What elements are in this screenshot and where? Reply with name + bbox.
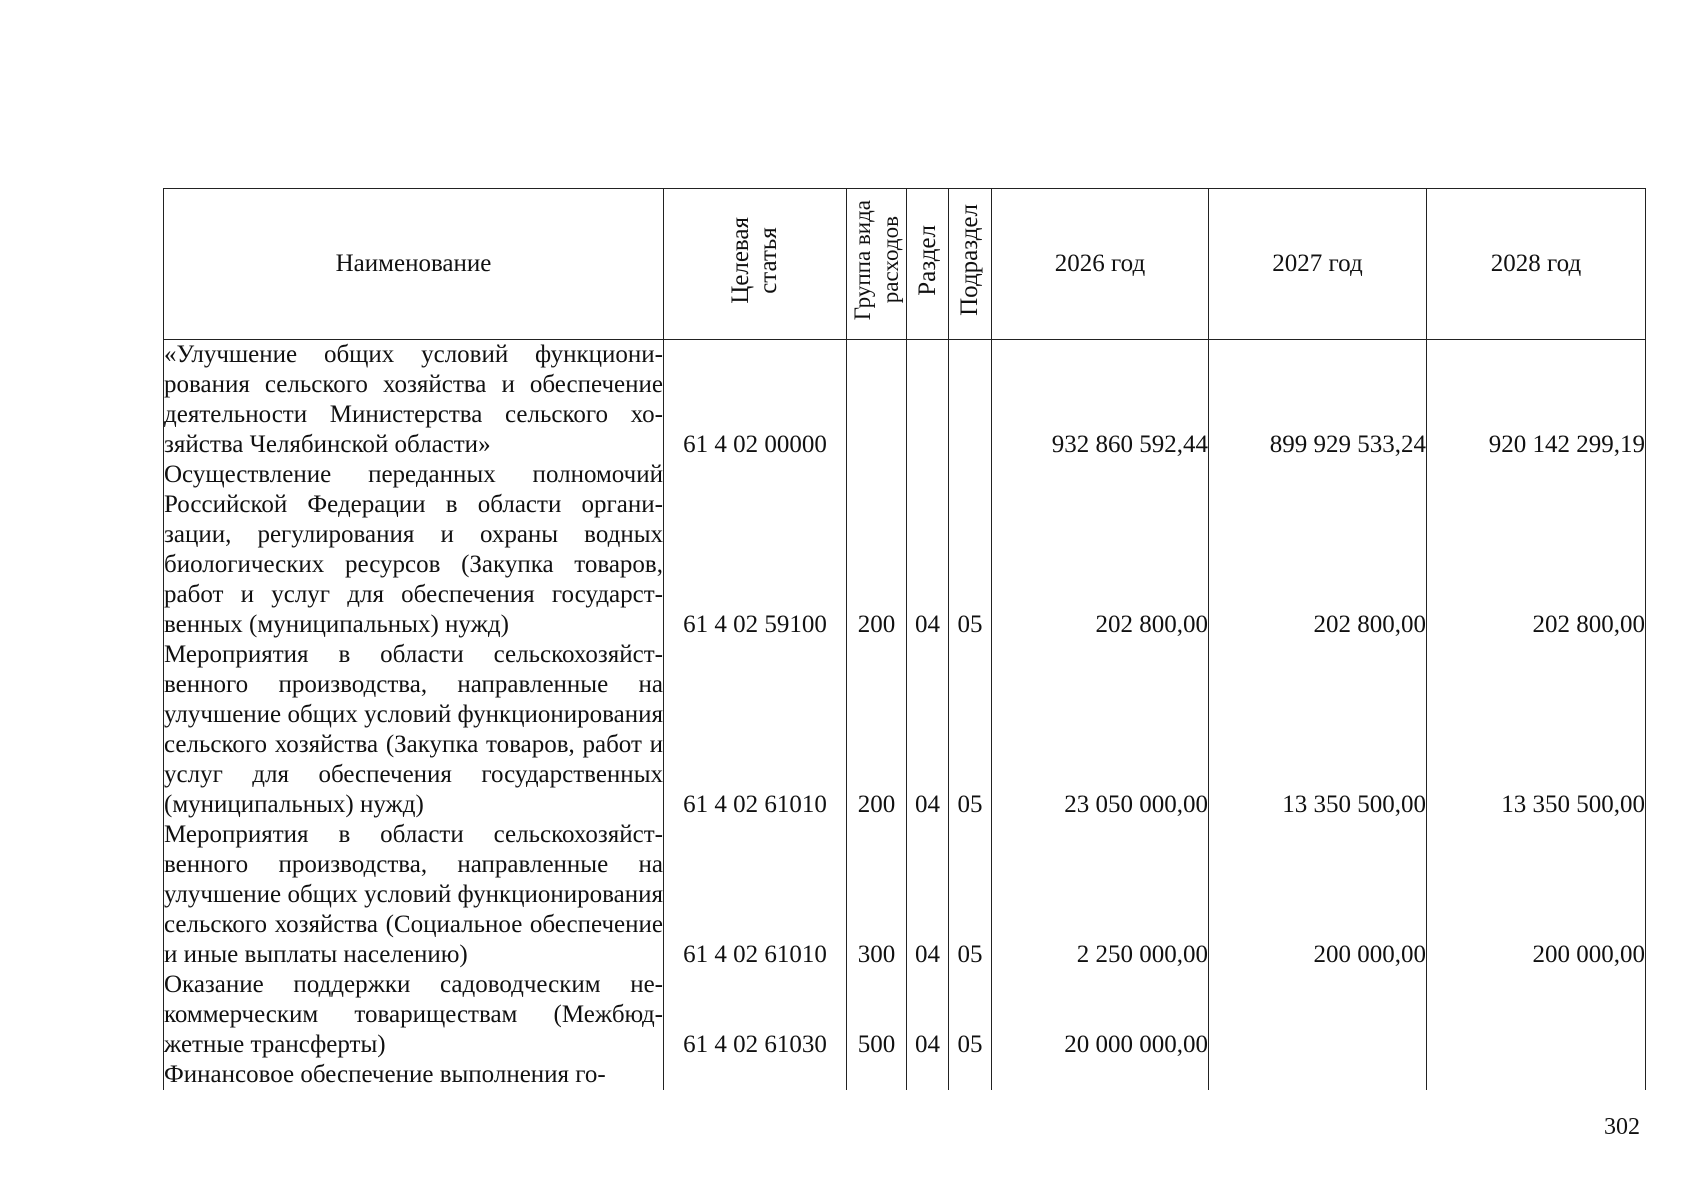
row-amount-2027: 200 000,00 [1209,820,1427,970]
row-name: «Улучшение общих условий функционирования сельского хозяйства и обеспечение деятельности Министерства сельского хозяйства Челябинской области» [164,341,663,458]
row-target-article: 61 4 02 61010 [664,640,847,820]
header-expense-group: Группа вида расходов [847,189,907,340]
row-section: 04 [907,460,949,640]
header-year-2027: 2027 год [1209,189,1427,340]
header-subsection: Подраздел [949,189,992,340]
table-row [164,1060,1646,1090]
row-expense-group [847,340,907,461]
row-subsection: 05 [949,460,992,640]
row-amount-2027 [1209,1060,1427,1090]
row-amount-2028: 200 000,00 [1427,820,1646,970]
header-section: Раздел [907,189,949,340]
row-subsection: 05 [949,820,992,970]
row-name: Оказание поддержки садоводческим некоммерческим товариществам (Межбюджетные трансферты) [164,971,663,1058]
row-subsection [949,1060,992,1090]
row-amount-2026: 23 050 000,00 [992,640,1209,820]
row-target-article [664,1060,847,1090]
row-target-article: 61 4 02 61030 [664,970,847,1060]
row-amount-2027: 202 800,00 [1209,460,1427,640]
table-row [164,460,1646,640]
row-target-article: 61 4 02 59100 [664,460,847,640]
row-name: Осуществление переданных полномочий Российской Федерации в области организации, регулирования и охраны водных биологических ресурсов (Закупка товаров, работ и услуг для обеспечения государственных (муниципальных) нужд) [164,461,663,638]
row-expense-group: 500 [847,970,907,1060]
row-name: Мероприятия в области сельскохозяйственного производства, направленные на улучшение общих условий функционирования сельского хозяйства (Социальное обеспечение и иные выплаты населению) [164,821,663,968]
row-subsection: 05 [949,640,992,820]
budget-table [163,188,1646,1090]
row-name: Финансовое обеспечение выполнения го- [164,1060,664,1090]
table-header-row [164,189,1646,340]
header-name: Наименование [164,189,664,340]
row-section [907,1060,949,1090]
row-expense-group [847,1060,907,1090]
row-subsection: 05 [949,970,992,1060]
row-amount-2027: 899 929 533,24 [1209,340,1427,461]
row-amount-2027: 13 350 500,00 [1209,640,1427,820]
row-section: 04 [907,820,949,970]
row-expense-group: 300 [847,820,907,970]
row-amount-2028: 920 142 299,19 [1427,340,1646,461]
row-amount-2026: 2 250 000,00 [992,820,1209,970]
row-expense-group: 200 [847,460,907,640]
row-amount-2028: 13 350 500,00 [1427,640,1646,820]
row-amount-2028 [1427,970,1646,1060]
header-year-2028: 2028 год [1427,189,1646,340]
row-amount-2026: 202 800,00 [992,460,1209,640]
table-row [164,340,1646,461]
row-amount-2026 [992,1060,1209,1090]
table-row [164,820,1646,970]
row-amount-2026: 20 000 000,00 [992,970,1209,1060]
row-section: 04 [907,640,949,820]
page-number: 302 [1604,1114,1640,1140]
row-subsection [949,340,992,461]
table-row [164,640,1646,820]
header-year-2026: 2026 год [992,189,1209,340]
table-row [164,970,1646,1060]
header-target-article: Целевая статья [664,189,847,340]
row-amount-2026: 932 860 592,44 [992,340,1209,461]
row-amount-2027 [1209,970,1427,1060]
row-target-article: 61 4 02 61010 [664,820,847,970]
row-expense-group: 200 [847,640,907,820]
row-name: Мероприятия в области сельскохозяйственного производства, направленные на улучшение общих условий функционирования сельского хозяйства (Закупка товаров, работ и услуг для обеспечения государственных (муниципальных) нужд) [164,641,663,818]
row-section: 04 [907,970,949,1060]
row-section [907,340,949,461]
row-amount-2028 [1427,1060,1646,1090]
row-amount-2028: 202 800,00 [1427,460,1646,640]
row-target-article: 61 4 02 00000 [664,340,847,461]
